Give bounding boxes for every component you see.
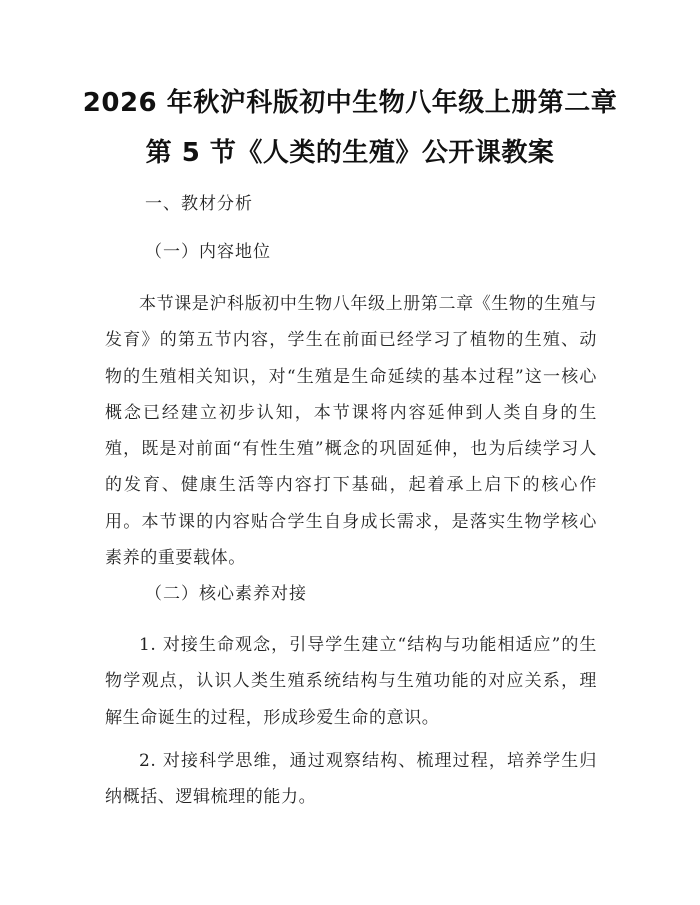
content-position-paragraph: 本节课是沪科版初中生物八年级上册第二章《生物的生殖与发育》的第五节内容，学生在前面已经学习了植物的生殖、动物的生殖相关知识，对“生殖是生命延续的基本过程”这一核心概念已经建立初步认知，本节课将内容延伸到人类自身的生殖，既是对前面“有性生殖”概念的巩固延伸，也为后续学习人的发育、健康生活等内容打下基础，起着承上启下的核心作用。本节课的内容贴合学生自身成长需求，是落实生物学核心素养的重要载体。 <box>105 294 597 569</box>
subsection-heading-core-literacy: （二）核心素养对接 <box>145 584 307 604</box>
section-heading-textbook-analysis: 一、教材分析 <box>145 194 253 214</box>
subsection-heading-content-position: （一）内容地位 <box>145 242 271 262</box>
core-literacy-item-1: 1. 对接生命观念，引导学生建立“结构与功能相适应”的生物学观点，认识人类生殖系统结构与生殖功能的对应关系，理解生命诞生的过程，形成珍爱生命的意识。 <box>105 635 597 728</box>
core-literacy-item-2: 2. 对接科学思维，通过观察结构、梳理过程，培养学生归纳概括、逻辑梳理的能力。 <box>105 751 597 808</box>
document-title-line-2: 第 5 节《人类的生殖》公开课教案 <box>145 138 555 168</box>
document-title-line-1: 2026 年秋沪科版初中生物八年级上册第二章 <box>82 88 618 118</box>
